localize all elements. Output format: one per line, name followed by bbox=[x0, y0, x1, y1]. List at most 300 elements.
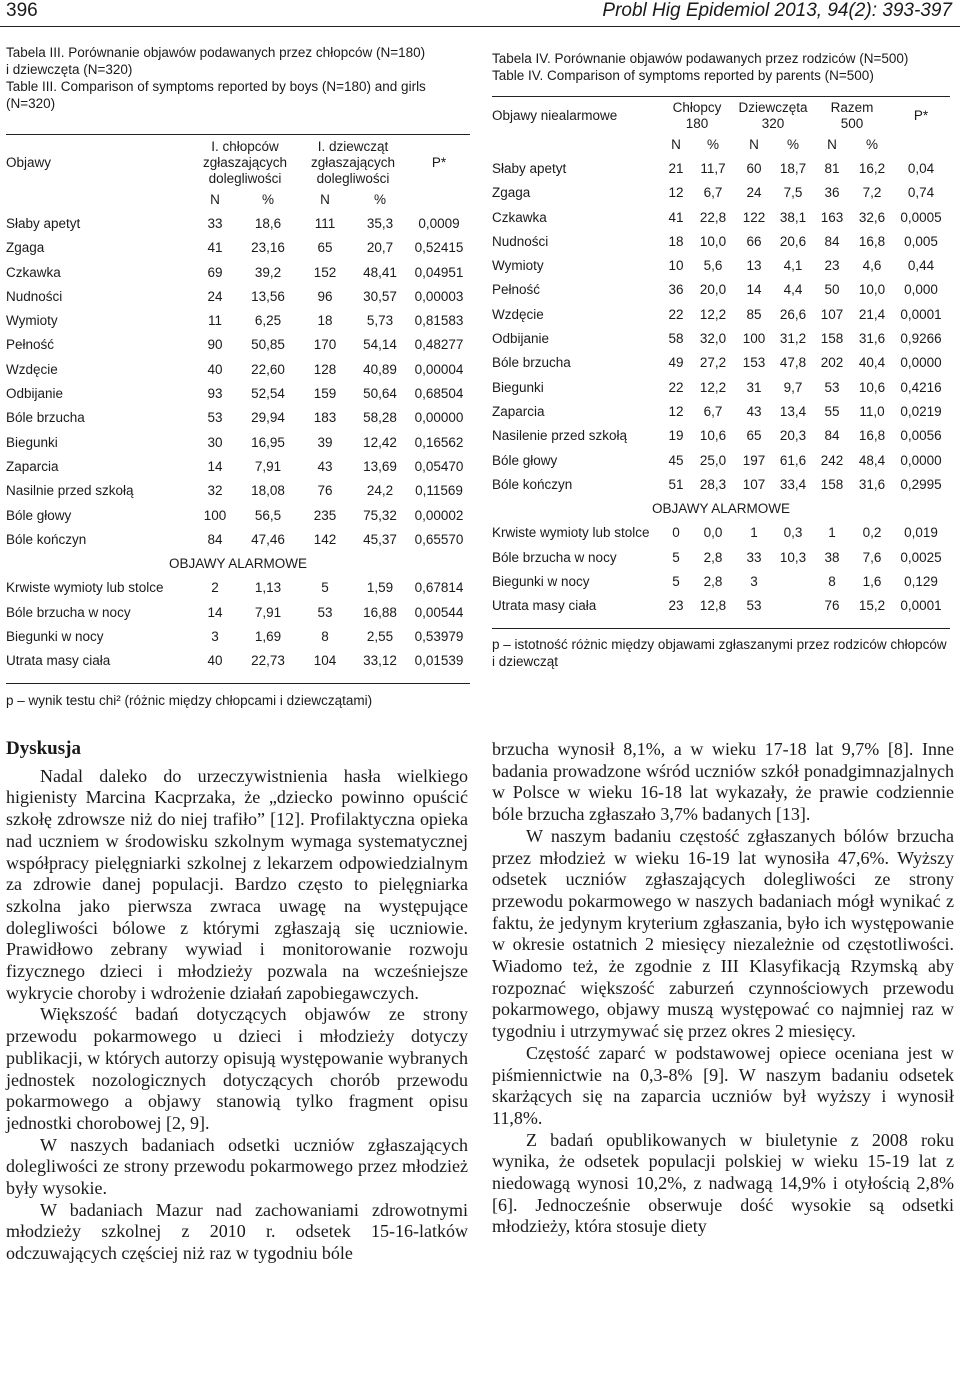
table4-header-row bbox=[492, 100, 950, 132]
table-cell: 7,5 bbox=[783, 185, 803, 201]
table-cell: 39,2 bbox=[254, 264, 282, 280]
table-row-alarm bbox=[6, 624, 470, 648]
table-cell: 26,6 bbox=[779, 306, 807, 322]
table-cell: 1,69 bbox=[254, 628, 282, 644]
table-cell: 6,7 bbox=[703, 185, 723, 201]
table-cell: 0,52415 bbox=[414, 240, 464, 256]
section-heading: Dyskusja bbox=[6, 738, 81, 759]
table-cell: 27,2 bbox=[699, 355, 727, 371]
table-row-alarm bbox=[6, 576, 470, 600]
table-cell: 2,8 bbox=[703, 573, 723, 589]
table-cell: 0,00544 bbox=[414, 604, 464, 620]
table-cell: 8 bbox=[321, 628, 329, 644]
table-cell: 16,8 bbox=[858, 233, 886, 249]
table-row bbox=[6, 406, 470, 430]
paragraph: W naszych badaniach odsetki uczniów zgłaszających dolegliwości ze strony przewodu pokarmowego przez młodzież były wysokie. bbox=[6, 1134, 468, 1199]
table-cell: 0,11569 bbox=[415, 483, 463, 499]
table-cell: 50,85 bbox=[251, 337, 285, 353]
table-cell: 21 bbox=[668, 160, 684, 176]
symptom-label: Bóle kończyn bbox=[6, 531, 87, 547]
table-cell: 21,4 bbox=[858, 306, 886, 322]
table-cell: 12,2 bbox=[699, 306, 727, 322]
table-cell: 10,6 bbox=[858, 379, 886, 395]
symptom-label: Wymioty bbox=[492, 258, 544, 274]
table-cell: 38,1 bbox=[779, 209, 807, 225]
table-cell: 10,3 bbox=[779, 549, 807, 565]
table-cell: 35,3 bbox=[366, 215, 394, 231]
table4-note: p – istotność różnic między objawami zgłaszanymi przez rodziców chłopców i dziewcząt bbox=[492, 637, 947, 669]
table-cell: 55 bbox=[824, 403, 840, 419]
table-cell: 43 bbox=[746, 403, 762, 419]
table-cell: 9,7 bbox=[783, 379, 803, 395]
symptom-label: Krwiste wymioty lub stolce bbox=[6, 580, 164, 596]
table-cell: 49 bbox=[668, 355, 684, 371]
table-cell: 13,4 bbox=[779, 403, 807, 419]
table-cell: 2,55 bbox=[366, 628, 394, 644]
table-cell: 36 bbox=[824, 185, 840, 201]
table-cell: 5 bbox=[672, 573, 680, 589]
table-cell: 10,0 bbox=[858, 282, 886, 298]
table-cell: 40,89 bbox=[363, 361, 397, 377]
table-cell: 0 bbox=[672, 525, 680, 541]
table-cell: 12,42 bbox=[363, 434, 397, 450]
symptom-label: Pełność bbox=[492, 282, 541, 298]
table-cell: 152 bbox=[313, 264, 337, 280]
table-cell: 0,0000 bbox=[900, 355, 942, 371]
symptom-label: Bóle brzucha w nocy bbox=[6, 604, 131, 620]
table-cell: 20,7 bbox=[366, 240, 394, 256]
table-cell: 128 bbox=[313, 361, 337, 377]
table-cell: 0,01539 bbox=[414, 653, 464, 669]
table3-caption: Tabela III. Porównanie objawów podawanych przez chłopców (N=180) i dziewczęta (N=320) Table III. Comparison of symptoms reported by boys (N=180) and girls (N=320) bbox=[6, 45, 426, 111]
table-row-alarm bbox=[6, 649, 470, 673]
symptom-label: Biegunki bbox=[492, 379, 544, 395]
table-cell: 2,8 bbox=[703, 549, 723, 565]
journal-citation: Probl Hig Epidemiol 2013, 94(2): 393-397 bbox=[602, 0, 952, 21]
symptom-label: Biegunki w nocy bbox=[6, 628, 104, 644]
table4-col-boys: Chłopcy 180 bbox=[672, 100, 722, 131]
table-cell: 33 bbox=[207, 215, 223, 231]
table-cell: 2 bbox=[211, 580, 219, 596]
table-cell: 65 bbox=[746, 428, 762, 444]
table-cell: 22 bbox=[668, 306, 684, 322]
table-cell: 76 bbox=[317, 483, 333, 499]
table-cell: 61,6 bbox=[779, 452, 807, 468]
table-row bbox=[6, 527, 470, 551]
table-cell: 0,74 bbox=[907, 185, 935, 201]
table4-col-objawy: Objawy niealarmowe bbox=[492, 108, 618, 123]
table-cell: 4,1 bbox=[783, 258, 803, 274]
table-cell: 84 bbox=[207, 531, 223, 547]
table-cell: 31,6 bbox=[858, 476, 886, 492]
body-right-column bbox=[492, 739, 954, 1238]
table4-subheader-row: N % N % N % bbox=[671, 136, 878, 152]
table-cell: 7,91 bbox=[254, 458, 282, 474]
table-cell: 170 bbox=[313, 337, 337, 353]
table-cell: 11,7 bbox=[700, 160, 726, 176]
table-cell: 0,48277 bbox=[414, 337, 464, 353]
table-cell: 24,2 bbox=[366, 483, 394, 499]
table-cell: 23 bbox=[668, 598, 684, 614]
table-cell: 5,73 bbox=[366, 313, 394, 329]
table-row bbox=[6, 333, 470, 357]
table-cell: 1 bbox=[750, 525, 758, 541]
table4-bottom-rule bbox=[492, 628, 950, 629]
table-cell: 158 bbox=[820, 476, 844, 492]
table-cell: 53 bbox=[824, 379, 840, 395]
table-cell: 5,6 bbox=[703, 258, 723, 274]
symptom-label: Bóle brzucha bbox=[492, 355, 571, 371]
table4-col-girls: Dziewczęta 320 bbox=[738, 100, 808, 131]
table-cell: 12,2 bbox=[699, 379, 727, 395]
table-cell: 32,0 bbox=[699, 331, 727, 347]
table-cell: 0,9266 bbox=[900, 331, 942, 347]
table-cell: 0,0009 bbox=[418, 215, 460, 231]
paragraph: Z badań opublikowanych w biuletynie z 2008 roku wynika, że odsetek populacji polskiej w wieku 15-19 lat z niedowagą wynosi 10,2%, z nadwagą 14,9% i otyłością 2,8% [6]. Jednocześnie obserwuje dość wysokie są odsetki młodzieży, która stosuje diety bbox=[492, 1129, 954, 1237]
symptom-label: Nasilenie przed szkołą bbox=[492, 428, 628, 444]
table-row bbox=[492, 424, 950, 448]
symptom-label: Nasilnie przed szkołą bbox=[6, 483, 134, 499]
table-cell: 45,37 bbox=[363, 531, 397, 547]
table-cell: 40 bbox=[207, 653, 223, 669]
symptom-label: Słaby apetyt bbox=[6, 215, 81, 231]
table3-col-objawy: Objawy bbox=[6, 155, 52, 170]
table-cell: 30,57 bbox=[363, 288, 397, 304]
table-cell: 28,3 bbox=[699, 476, 727, 492]
symptom-label: Wzdęcie bbox=[492, 306, 544, 322]
table-cell: 0,04 bbox=[907, 160, 935, 176]
symptom-label: Wzdęcie bbox=[6, 361, 58, 377]
table-cell: 6,25 bbox=[254, 313, 282, 329]
table-cell: 8 bbox=[828, 573, 836, 589]
table3-top-rule bbox=[6, 134, 470, 135]
table-cell: 13 bbox=[746, 258, 762, 274]
table-cell: 52,54 bbox=[251, 386, 285, 402]
table-cell: 1,6 bbox=[862, 573, 882, 589]
table3-header-row bbox=[6, 139, 470, 187]
table-cell: 0,3 bbox=[783, 525, 803, 541]
table-cell: 22,73 bbox=[251, 653, 285, 669]
table-cell: 163 bbox=[820, 209, 844, 225]
table-cell: 20,6 bbox=[779, 233, 807, 249]
table-row bbox=[6, 381, 470, 405]
table-cell: 18,6 bbox=[254, 215, 282, 231]
table-cell: 197 bbox=[742, 452, 766, 468]
table-cell: 20,0 bbox=[699, 282, 727, 298]
table-cell: 56,5 bbox=[254, 507, 282, 523]
symptom-label: Wymioty bbox=[6, 313, 58, 329]
table-cell: 7,6 bbox=[862, 549, 882, 565]
table-row bbox=[6, 260, 470, 284]
table-cell: 48,41 bbox=[363, 264, 397, 280]
table4-top-rule bbox=[492, 96, 950, 97]
table-cell: 38 bbox=[824, 549, 840, 565]
symptom-label: Pełność bbox=[6, 337, 55, 353]
table-cell: 24 bbox=[207, 288, 223, 304]
table-cell: 100 bbox=[742, 331, 766, 347]
table-cell: 41 bbox=[668, 209, 684, 225]
table-row bbox=[6, 211, 470, 235]
table-cell: 16,95 bbox=[251, 434, 285, 450]
table-cell: 16,8 bbox=[858, 428, 886, 444]
table-cell bbox=[774, 569, 812, 593]
table-cell: 43 bbox=[317, 458, 333, 474]
table-cell: 104 bbox=[313, 653, 337, 669]
symptom-label: Bóle głowy bbox=[6, 507, 72, 523]
table-cell: 0,0219 bbox=[900, 403, 942, 419]
table-cell: 40,4 bbox=[858, 355, 886, 371]
paragraph: W naszym badaniu częstość zgłaszanych bólów brzucha przez młodzież w wieku 16-19 lat wynosiła 47,6%. Wyższy odsetek uczniów zgłaszających dolegliwości ze strony przewodu pokarmowego w naszych badaniach mógł wynikać z faktu, że jedynym kryterium zgłaszania, było ich występowanie w okresie ostatnich 2 miesięcy niezależnie od częstotliwości. Wiadomo też, że zgodnie z III Klasyfikacją Rzymską aby rozpoznać większość zaburzeń czynnościowych przewodu pokarmowego, objawy muszą występować co najmniej raz w tygodniu i utrzymywać się przez okres 2 miesięcy. bbox=[492, 825, 954, 1042]
table-row bbox=[492, 351, 950, 375]
symptom-label: Nudności bbox=[6, 288, 63, 304]
table-cell: 58 bbox=[668, 331, 684, 347]
table-row bbox=[6, 430, 470, 454]
table-cell: 5 bbox=[321, 580, 329, 596]
table-cell: 53 bbox=[746, 598, 762, 614]
table-cell: 0,4216 bbox=[900, 379, 942, 395]
table-row bbox=[492, 326, 950, 350]
table-cell: 33 bbox=[746, 549, 762, 565]
table-cell: 14 bbox=[746, 282, 762, 298]
body-left-column bbox=[6, 738, 468, 1265]
paragraph: Większość badań dotyczących objawów ze strony przewodu pokarmowego u dzieci i młodzieży dotyczy publikacji, w których autorzy opisują występowanie wybranych jednostek nozologicznych dotyczących chorób przewodu pokarmowego a objawy stanowią tylko fragment opisu jednostki chorobowej [2, 9]. bbox=[6, 1004, 468, 1133]
table-cell: 36 bbox=[668, 282, 684, 298]
table4 bbox=[492, 100, 950, 618]
table3-note: p – wynik testu chi² (różnic między chłopcami i dziewczątami) bbox=[6, 693, 373, 708]
table-cell: 7,2 bbox=[862, 185, 882, 201]
table-cell: 48,4 bbox=[858, 452, 886, 468]
table-row bbox=[6, 479, 470, 503]
table4-alarm-section: OBJAWY ALARMOWE bbox=[651, 501, 791, 517]
table-cell: 84 bbox=[824, 233, 840, 249]
table-cell: 45 bbox=[668, 452, 684, 468]
table-row-alarm bbox=[492, 521, 950, 545]
table-cell: 107 bbox=[820, 306, 844, 322]
table-cell: 0,129 bbox=[904, 573, 938, 589]
table-cell: 19 bbox=[668, 428, 684, 444]
table-cell: 16,2 bbox=[858, 160, 886, 176]
paragraph: Częstość zaparć w podstawowej opiece oceniana jest w piśmiennictwie na 0,3-8% [9]. W naszym badaniu odsetek skarżących się na zaparcia uczniów był wyższy i wynosił 11,8%. bbox=[492, 1042, 954, 1128]
table-cell: 22,60 bbox=[251, 361, 285, 377]
table-cell: 107 bbox=[742, 476, 766, 492]
symptom-label: Bóle kończyn bbox=[492, 476, 573, 492]
table-cell: 16,88 bbox=[363, 604, 397, 620]
table-row bbox=[492, 375, 950, 399]
table-cell: 60 bbox=[746, 160, 762, 176]
table-cell: 0,67814 bbox=[414, 580, 464, 596]
symptom-label: Biegunki w nocy bbox=[492, 573, 590, 589]
table-cell: 0,53979 bbox=[414, 628, 464, 644]
table-cell: 242 bbox=[820, 452, 844, 468]
table-cell: 202 bbox=[820, 355, 844, 371]
table-cell: 158 bbox=[820, 331, 844, 347]
table-row bbox=[6, 284, 470, 308]
table-cell: 0,04951 bbox=[414, 264, 464, 280]
table-cell: 58,28 bbox=[363, 410, 397, 426]
table-cell: 33,4 bbox=[779, 476, 807, 492]
symptom-label: Biegunki bbox=[6, 434, 58, 450]
table-row bbox=[492, 253, 950, 277]
table-cell: 0,68504 bbox=[414, 386, 464, 402]
table-row bbox=[492, 181, 950, 205]
table-cell: 15,2 bbox=[858, 598, 886, 614]
table-cell: 25,0 bbox=[699, 452, 727, 468]
table-cell: 23 bbox=[824, 258, 840, 274]
table-cell: 30 bbox=[207, 434, 223, 450]
table-cell: 0,00004 bbox=[414, 361, 464, 377]
table-cell: 0,005 bbox=[904, 233, 938, 249]
table-cell: 13,56 bbox=[251, 288, 285, 304]
table3-col-girls: I. dziewcząt zgłaszających dolegliwości bbox=[310, 139, 396, 186]
table-cell: 142 bbox=[313, 531, 337, 547]
table-cell: 53 bbox=[317, 604, 333, 620]
table-row bbox=[492, 229, 950, 253]
table-cell: 0,0001 bbox=[900, 306, 942, 322]
table-cell: 12 bbox=[668, 403, 684, 419]
table-row-alarm bbox=[492, 545, 950, 569]
table-cell: 47,46 bbox=[251, 531, 285, 547]
symptom-label: Bóle głowy bbox=[492, 452, 558, 468]
table-cell: 39 bbox=[317, 434, 333, 450]
table-cell: 0,0000 bbox=[900, 452, 942, 468]
paragraph: Nadal daleko do urzeczywistnienia hasła wielkiego higienisty Marcina Kacprzaka, że „dziecko powinno opuścić szkołę zdrowsze niż do niej trafiło” [12]. Profilaktyczna opieka nad uczniem w środowisku szkolnym wymaga systematycznej współpracy pielęgniarki szkolnej z lekarzem odpowiedzialnym za zdrowie danej populacji. Bardzo często to pielęgniarka szkolna jako pierwsza zwraca uwagę na występujące dolegliwości bólowe z którymi zgłaszają się uczniowie. Prawidłowo zebrany wywiad i monitorowanie rozwoju fizycznego dzieci i młodzieży pozwala na wcześniejsze wykrycie choroby i wdrożenie działań zapobiegawczych. bbox=[6, 765, 468, 1003]
table-cell: 11,0 bbox=[859, 403, 885, 419]
table-cell: 10,0 bbox=[699, 233, 727, 249]
symptom-label: Odbijanie bbox=[6, 386, 64, 402]
table-cell: 0,000 bbox=[904, 282, 938, 298]
table-cell: 75,32 bbox=[363, 507, 397, 523]
table-cell: 18,08 bbox=[251, 483, 285, 499]
table-row bbox=[492, 448, 950, 472]
table-cell: 0,81583 bbox=[414, 313, 464, 329]
table-row-alarm bbox=[492, 594, 950, 618]
table-row bbox=[492, 205, 950, 229]
symptom-label: Czkawka bbox=[6, 264, 61, 280]
symptom-label: Zgaga bbox=[492, 185, 531, 201]
table-cell: 18 bbox=[668, 233, 684, 249]
table-row bbox=[492, 278, 950, 302]
table3-subheader-row: N % N % bbox=[210, 191, 386, 207]
table-cell bbox=[774, 594, 812, 618]
table-cell: 33,12 bbox=[363, 653, 397, 669]
symptom-label: Utrata masy ciała bbox=[492, 598, 597, 614]
symptom-label: Utrata masy ciała bbox=[6, 653, 111, 669]
table-cell: 50,64 bbox=[363, 386, 397, 402]
symptom-label: Bóle brzucha bbox=[6, 410, 85, 426]
table-cell: 22,8 bbox=[699, 209, 727, 225]
table-cell: 0,00002 bbox=[414, 507, 464, 523]
table-row bbox=[6, 236, 470, 260]
table-row bbox=[6, 357, 470, 381]
table-cell: 32 bbox=[207, 483, 223, 499]
table-cell: 100 bbox=[203, 507, 227, 523]
table-cell: 69 bbox=[207, 264, 223, 280]
table3-bottom-rule bbox=[6, 683, 470, 684]
symptom-label: Krwiste wymioty lub stolce bbox=[492, 525, 650, 541]
table4-col-p: P* bbox=[913, 108, 929, 123]
table-cell: 93 bbox=[207, 386, 223, 402]
table-cell: 159 bbox=[313, 386, 337, 402]
table-cell: 66 bbox=[746, 233, 762, 249]
table-cell: 0,44 bbox=[907, 258, 935, 274]
table-cell: 23,16 bbox=[251, 240, 285, 256]
table-cell: 47,8 bbox=[779, 355, 807, 371]
table-cell: 14 bbox=[207, 604, 223, 620]
paragraph: brzucha wynosił 8,1%, a w wieku 17-18 lat 9,7% [8]. Inne badania prowadzone wśród uczniów szkół ponadgimnazjalnych w Polsce w wieku 16-18 lat wykazały, że prawie codziennie bóle brzucha zgłaszało 3,7% badanych [13]. bbox=[492, 739, 954, 825]
table-cell: 0,0025 bbox=[900, 549, 942, 565]
table-row bbox=[6, 308, 470, 332]
table-cell: 31 bbox=[746, 379, 762, 395]
table-cell: 3 bbox=[750, 573, 758, 589]
table4-caption: Tabela IV. Porównanie objawów podawanych przez rodziców (N=500) Table IV. Comparison of symptoms reported by parents (N=500) bbox=[492, 51, 909, 83]
table-cell: 14 bbox=[207, 458, 223, 474]
table3-col-p: P* bbox=[431, 155, 447, 170]
table3-alarm-section: OBJAWY ALARMOWE bbox=[168, 556, 308, 572]
table-cell: 4,4 bbox=[783, 282, 803, 298]
table-cell: 0,00000 bbox=[414, 410, 464, 426]
symptom-label: Czkawka bbox=[492, 209, 547, 225]
table-cell: 111 bbox=[314, 215, 336, 231]
table-cell: 40 bbox=[207, 361, 223, 377]
table-row-alarm bbox=[492, 569, 950, 593]
symptom-label: Zaparcia bbox=[492, 403, 545, 419]
table-row-alarm bbox=[6, 600, 470, 624]
table-cell: 5 bbox=[672, 549, 680, 565]
table-cell: 0,65570 bbox=[414, 531, 464, 547]
table-cell: 50 bbox=[824, 282, 840, 298]
table-cell: 122 bbox=[742, 209, 766, 225]
table-row bbox=[492, 156, 950, 180]
table-cell: 18 bbox=[317, 313, 333, 329]
table-cell: 1,13 bbox=[254, 580, 282, 596]
table-cell: 65 bbox=[317, 240, 333, 256]
table-cell: 3 bbox=[211, 628, 219, 644]
table-cell: 12,8 bbox=[699, 598, 727, 614]
table-cell: 13,69 bbox=[363, 458, 397, 474]
table-row bbox=[492, 472, 950, 496]
table-cell: 32,6 bbox=[858, 209, 886, 225]
header-rule bbox=[0, 26, 960, 27]
table-row bbox=[492, 302, 950, 326]
symptom-label: Nudności bbox=[492, 233, 549, 249]
table-cell: 235 bbox=[313, 507, 337, 523]
table-cell: 12 bbox=[668, 185, 684, 201]
table4-col-total: Razem 500 bbox=[830, 100, 874, 131]
table-cell: 22 bbox=[668, 379, 684, 395]
symptom-label: Bóle brzucha w nocy bbox=[492, 549, 617, 565]
table-cell: 11 bbox=[207, 313, 222, 329]
table-cell: 4,6 bbox=[862, 258, 882, 274]
table-cell: 20,3 bbox=[779, 428, 807, 444]
table-cell: 0,00003 bbox=[414, 288, 464, 304]
table-cell: 10 bbox=[668, 258, 684, 274]
symptom-label: Słaby apetyt bbox=[492, 160, 567, 176]
table-cell: 7,91 bbox=[254, 604, 282, 620]
symptom-label: Odbijanie bbox=[492, 331, 550, 347]
table-row bbox=[6, 503, 470, 527]
table-cell: 0,0001 bbox=[900, 598, 942, 614]
table-cell: 24 bbox=[746, 185, 762, 201]
symptom-label: Zgaga bbox=[6, 240, 45, 256]
table3 bbox=[6, 139, 470, 673]
table-cell: 0,05470 bbox=[414, 458, 464, 474]
table-cell: 84 bbox=[824, 428, 840, 444]
table-cell: 0,16562 bbox=[414, 434, 464, 450]
table-cell: 1 bbox=[828, 525, 836, 541]
table3-col-boys: I. chłopców zgłaszających dolegliwości bbox=[202, 139, 288, 186]
table-cell: 0,0005 bbox=[900, 209, 942, 225]
symptom-label: Zaparcia bbox=[6, 458, 59, 474]
